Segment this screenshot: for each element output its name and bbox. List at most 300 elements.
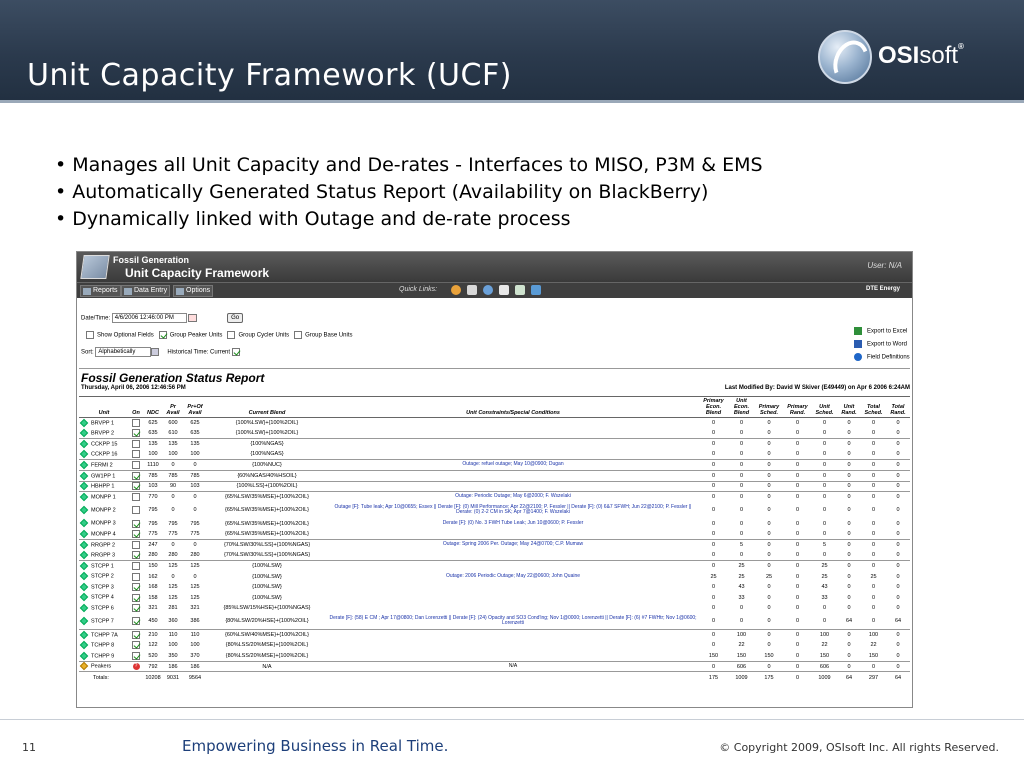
expand-icon[interactable] bbox=[80, 617, 88, 625]
on-checkbox[interactable] bbox=[132, 493, 140, 501]
on-checkbox[interactable] bbox=[132, 530, 140, 538]
column-header: Primary Rand. bbox=[783, 397, 812, 418]
cell-value: 0 bbox=[896, 573, 900, 580]
chevron-down-icon[interactable] bbox=[151, 348, 159, 356]
cell-prof: 125 bbox=[190, 594, 200, 601]
cell-value: 0 bbox=[837, 481, 861, 492]
unit-name: RRGPP 3 bbox=[91, 552, 116, 559]
cell-pr: 125 bbox=[168, 594, 178, 601]
table-row bbox=[79, 603, 910, 614]
cell-value: 0 bbox=[847, 552, 851, 559]
cell-value: 0 bbox=[739, 520, 744, 527]
expand-icon[interactable] bbox=[80, 604, 88, 612]
cell-value: 0 bbox=[886, 460, 910, 471]
cell-pr: 110 bbox=[163, 630, 183, 641]
footer-divider bbox=[0, 719, 1024, 720]
on-checkbox[interactable] bbox=[132, 562, 140, 570]
cell-constraints bbox=[327, 550, 699, 561]
unit-name: STCPP 3 bbox=[91, 584, 114, 591]
table-row bbox=[79, 592, 910, 603]
cell-value: 0 bbox=[699, 418, 728, 429]
on-checkbox[interactable] bbox=[132, 461, 140, 469]
table-row bbox=[79, 571, 910, 582]
cell-value: 0 bbox=[822, 430, 827, 437]
options-button[interactable]: Options bbox=[173, 285, 213, 297]
column-header: Unit Sched. bbox=[812, 397, 837, 418]
cell-value: 0 bbox=[795, 618, 800, 625]
cell-prof: 9564 bbox=[183, 672, 207, 683]
table-row bbox=[79, 470, 910, 481]
expand-icon[interactable] bbox=[80, 440, 88, 448]
export-excel-link[interactable] bbox=[854, 327, 907, 335]
cell-value: 0 bbox=[886, 661, 910, 672]
table-row bbox=[79, 640, 910, 651]
cell-value: 0 bbox=[783, 439, 812, 450]
column-header: Unit Econ. Blend bbox=[728, 397, 755, 418]
cell-value: 0 bbox=[886, 439, 910, 450]
cell-value: 0 bbox=[783, 460, 812, 471]
unit-name: TCHPP 7A bbox=[91, 632, 118, 639]
cell-ndc: 280 bbox=[148, 552, 158, 559]
cell-value: 0 bbox=[767, 451, 771, 458]
unknown-status-icon: ? bbox=[133, 663, 140, 670]
cell-value: 0 bbox=[767, 530, 771, 537]
table-row bbox=[79, 428, 910, 439]
cell-blend: {80%LSS/20%MSE}+{100%2OIL} bbox=[225, 652, 309, 659]
cell-value: 0 bbox=[783, 470, 812, 481]
cell-blend: {65%LSW/35%MSE}+{100%2OIL} bbox=[225, 530, 309, 537]
cell-value: 25 bbox=[738, 573, 745, 580]
unit-name: FERMI 2 bbox=[91, 462, 113, 469]
export-word-link[interactable] bbox=[854, 340, 907, 348]
cell-value: 0 bbox=[896, 652, 900, 659]
cell-prof: 0 bbox=[183, 539, 207, 550]
on-checkbox[interactable] bbox=[132, 520, 140, 528]
cell-value: 606 bbox=[728, 661, 755, 672]
cell-ndc: 775 bbox=[148, 530, 158, 537]
expand-icon[interactable] bbox=[80, 506, 88, 514]
cell-pr: 186 bbox=[163, 661, 183, 672]
cell-prof: 135 bbox=[183, 439, 207, 450]
cell-prof: 635 bbox=[190, 430, 200, 437]
unit-name: MONPP 2 bbox=[91, 507, 116, 514]
cell-pr: 90 bbox=[163, 481, 183, 492]
cell-value: 0 bbox=[847, 451, 851, 458]
cell-pr: 280 bbox=[168, 552, 178, 559]
on-checkbox[interactable] bbox=[132, 429, 140, 437]
cell-prof: 795 bbox=[190, 520, 200, 527]
on-checkbox[interactable] bbox=[132, 652, 140, 660]
cell-pr: 610 bbox=[168, 430, 178, 437]
document-icon[interactable] bbox=[467, 285, 477, 295]
cell-prof: 125 bbox=[183, 561, 207, 572]
cell-ndc: 450 bbox=[148, 618, 158, 625]
table-row bbox=[79, 460, 910, 471]
cell-pr: 795 bbox=[168, 520, 178, 527]
cell-value: 0 bbox=[795, 605, 800, 612]
cell-value: 0 bbox=[896, 530, 900, 537]
cell-value: 0 bbox=[861, 470, 886, 481]
cell-value: 5 bbox=[728, 539, 755, 550]
cell-constraints: Derate [F]: (0) No. 3 FWH Tube Leak; Jun 10@0600; P. Fessler bbox=[442, 519, 584, 526]
cell-value: 0 bbox=[837, 661, 861, 672]
cell-pr: 135 bbox=[163, 439, 183, 450]
cell-value: 0 bbox=[861, 460, 886, 471]
cell-value: 0 bbox=[822, 451, 827, 458]
expand-icon[interactable] bbox=[80, 493, 88, 501]
cell-value: 25 bbox=[821, 573, 828, 580]
cell-value: 33 bbox=[738, 594, 745, 601]
expand-icon[interactable] bbox=[80, 429, 88, 437]
group-base-label: Group Base Units bbox=[305, 332, 353, 339]
cell-pr: 0 bbox=[163, 539, 183, 550]
cell-value: 150 bbox=[868, 652, 879, 659]
on-checkbox[interactable] bbox=[132, 472, 140, 480]
expand-icon[interactable] bbox=[80, 529, 88, 537]
group-cycler-label: Group Cycler Units bbox=[238, 332, 290, 339]
group-cycler-checkbox[interactable] bbox=[227, 331, 235, 339]
cell-value: 0 bbox=[767, 618, 771, 625]
on-checkbox[interactable] bbox=[132, 573, 140, 581]
cell-value: 0 bbox=[783, 630, 812, 641]
cell-constraints bbox=[327, 481, 699, 492]
cell-ndc: 520 bbox=[148, 652, 158, 659]
cell-constraints bbox=[327, 672, 699, 683]
on-checkbox[interactable] bbox=[132, 419, 140, 427]
cell-value: 0 bbox=[783, 539, 812, 550]
cell-constraints bbox=[327, 449, 699, 460]
app-user: User: N/A bbox=[867, 261, 902, 270]
expand-icon[interactable] bbox=[80, 593, 88, 601]
cell-value: 150 bbox=[819, 652, 830, 659]
cell-blend: {100%LSW} bbox=[207, 561, 327, 572]
cell-value: 0 bbox=[837, 439, 861, 450]
cell-blend: {100%NGAS} bbox=[250, 451, 284, 458]
cell-pr: 125 bbox=[163, 561, 183, 572]
cell-ndc: 168 bbox=[148, 584, 158, 591]
expand-icon[interactable] bbox=[80, 541, 88, 549]
cell-value: 150 bbox=[764, 652, 774, 659]
cell-ndc: 158 bbox=[148, 594, 158, 601]
show-optional-checkbox[interactable] bbox=[86, 331, 94, 339]
expand-icon[interactable] bbox=[80, 482, 88, 490]
cell-ndc: 635 bbox=[148, 430, 158, 437]
cell-value: 0 bbox=[871, 451, 876, 458]
cell-value: 0 bbox=[861, 439, 886, 450]
cell-value: 0 bbox=[795, 530, 800, 537]
expand-icon[interactable] bbox=[80, 641, 88, 649]
cell-value: 0 bbox=[699, 561, 728, 572]
search-icon[interactable] bbox=[483, 285, 493, 295]
cell-blend: {65%LSW/35%MSE}+{100%2OIL} bbox=[207, 492, 327, 503]
datetime-label: Date/Time: bbox=[81, 315, 111, 322]
cell-value: 0 bbox=[847, 584, 851, 591]
cell-constraints: Outage: refuel outage; May 10@0900; Dugan bbox=[327, 460, 699, 471]
cell-value: 22 bbox=[821, 642, 828, 649]
field-definitions-label: Field Definitions bbox=[867, 354, 910, 361]
cell-value: 0 bbox=[728, 492, 755, 503]
sort-label: Sort: bbox=[81, 349, 94, 356]
cell-value: 0 bbox=[795, 430, 800, 437]
cell-value: 0 bbox=[896, 430, 900, 437]
cell-value: 0 bbox=[711, 530, 716, 537]
on-checkbox[interactable] bbox=[132, 617, 140, 625]
cell-value: 25 bbox=[870, 573, 877, 580]
cell-prof: 100 bbox=[190, 451, 200, 458]
ucf-app-screenshot bbox=[76, 251, 913, 708]
table-row bbox=[79, 449, 910, 460]
cell-pr: 125 bbox=[168, 584, 178, 591]
cell-ndc: 792 bbox=[143, 661, 163, 672]
cell-value: 0 bbox=[739, 430, 744, 437]
expand-icon[interactable] bbox=[80, 551, 88, 559]
group-peaker-label: Group Peaker Units bbox=[169, 332, 223, 339]
cell-constraints bbox=[327, 439, 699, 450]
cell-ndc: 321 bbox=[148, 605, 158, 612]
on-checkbox[interactable] bbox=[132, 594, 140, 602]
info-icon bbox=[854, 353, 862, 361]
cell-value: 0 bbox=[837, 539, 861, 550]
historical-time-checkbox[interactable] bbox=[232, 348, 240, 356]
cell-blend: {100%LSW} bbox=[252, 584, 282, 591]
cell-value: 0 bbox=[783, 672, 812, 683]
field-definitions-link[interactable] bbox=[854, 353, 910, 361]
cell-constraints bbox=[327, 470, 699, 481]
cell-value: 150 bbox=[736, 652, 747, 659]
page-number: 11 bbox=[22, 741, 36, 754]
cell-prof: 370 bbox=[190, 652, 200, 659]
expand-icon[interactable] bbox=[80, 562, 88, 570]
unit-name: STCPP 6 bbox=[91, 605, 114, 612]
cell-value: 0 bbox=[837, 460, 861, 471]
cell-blend: {65%LSW/35%MSE}+{100%2OIL} bbox=[225, 507, 309, 514]
expand-icon[interactable] bbox=[80, 419, 88, 427]
cell-value: 0 bbox=[812, 492, 837, 503]
data-entry-button[interactable]: Data Entry bbox=[121, 285, 170, 297]
cell-value: 0 bbox=[837, 561, 861, 572]
cell-ndc: 785 bbox=[143, 470, 163, 481]
cell-value: 0 bbox=[728, 470, 755, 481]
cell-value: 0 bbox=[739, 451, 744, 458]
cell-value: 0 bbox=[871, 530, 876, 537]
cell-value: 0 bbox=[755, 492, 783, 503]
cell-value: 0 bbox=[739, 618, 744, 625]
on-checkbox[interactable] bbox=[132, 583, 140, 591]
cell-value: 0 bbox=[812, 481, 837, 492]
unit-name: HBHPP 1 bbox=[91, 483, 115, 490]
expand-icon[interactable] bbox=[80, 572, 88, 580]
status-report bbox=[79, 368, 910, 683]
cell-value: 0 bbox=[711, 642, 716, 649]
cell-constraints bbox=[327, 529, 699, 540]
table-row bbox=[79, 550, 910, 561]
sort-select[interactable]: Alphabetically bbox=[95, 347, 151, 357]
on-checkbox[interactable] bbox=[132, 604, 140, 612]
copyright: © Copyright 2009, OSIsoft Inc. All rights Reserved. bbox=[719, 741, 999, 754]
table-row bbox=[79, 582, 910, 593]
column-header: Unit bbox=[79, 397, 129, 418]
datetime-input[interactable]: 4/6/2006 12:46:00 PM bbox=[112, 313, 187, 323]
calendar-icon[interactable] bbox=[188, 314, 197, 322]
on-checkbox[interactable] bbox=[132, 440, 140, 448]
table-row bbox=[79, 529, 910, 540]
cell-value: 33 bbox=[821, 594, 828, 601]
unit-name: Peakers bbox=[91, 663, 112, 670]
cell-value: 0 bbox=[861, 492, 886, 503]
cell-value: 0 bbox=[822, 618, 827, 625]
cell-prof: 0 bbox=[193, 507, 197, 514]
chart-icon[interactable] bbox=[531, 285, 541, 295]
home-icon[interactable] bbox=[451, 285, 461, 295]
excel-icon bbox=[854, 327, 862, 335]
table-row bbox=[79, 418, 910, 429]
reports-button[interactable]: Reports bbox=[80, 285, 121, 297]
cell-blend: N/A bbox=[207, 661, 327, 672]
cell-value: 1009 bbox=[728, 672, 755, 683]
on-checkbox[interactable] bbox=[132, 641, 140, 649]
app-title-line2: Unit Capacity Framework bbox=[125, 266, 270, 280]
cell-value: 0 bbox=[711, 430, 716, 437]
cell-value: 0 bbox=[896, 552, 900, 559]
cell-ndc: 795 bbox=[148, 520, 158, 527]
cell-value: 0 bbox=[871, 430, 876, 437]
column-header: Total Rand. bbox=[886, 397, 910, 418]
cell-value: 25 bbox=[728, 561, 755, 572]
cell-value: 0 bbox=[755, 481, 783, 492]
cell-value: 0 bbox=[755, 630, 783, 641]
column-header: Primary Sched. bbox=[755, 397, 783, 418]
cell-value: 0 bbox=[871, 520, 876, 527]
cell-value: 0 bbox=[822, 605, 827, 612]
expand-icon[interactable] bbox=[80, 631, 88, 639]
cell-constraints bbox=[327, 630, 699, 641]
group-base-checkbox[interactable] bbox=[294, 331, 302, 339]
cell-value: 0 bbox=[767, 584, 771, 591]
cell-value: 0 bbox=[861, 561, 886, 572]
expand-icon[interactable] bbox=[80, 461, 88, 469]
cell-value: 0 bbox=[847, 594, 851, 601]
cell-value: 22 bbox=[870, 642, 877, 649]
cell-pr: 100 bbox=[168, 642, 178, 649]
cell-value: 0 bbox=[699, 539, 728, 550]
column-header: Total Sched. bbox=[861, 397, 886, 418]
logo-text-light: soft bbox=[919, 42, 959, 69]
cell-pr: 9031 bbox=[163, 672, 183, 683]
bullet-list bbox=[55, 152, 763, 233]
cell-blend: {60%NGAS/40%HSOIL} bbox=[207, 470, 327, 481]
expand-icon[interactable] bbox=[80, 662, 88, 670]
on-checkbox[interactable] bbox=[132, 482, 140, 490]
cell-value: 0 bbox=[896, 605, 900, 612]
cell-value: 0 bbox=[847, 642, 851, 649]
expand-icon[interactable] bbox=[80, 651, 88, 659]
status-table bbox=[79, 396, 910, 683]
cell-blend: {85%LSW/15%HSE}+{100%NGAS} bbox=[223, 605, 311, 612]
report-icon[interactable] bbox=[499, 285, 509, 295]
cell-prof: 0 bbox=[183, 492, 207, 503]
cell-value: 0 bbox=[699, 460, 728, 471]
cell-value: 0 bbox=[822, 507, 827, 514]
expand-icon[interactable] bbox=[80, 519, 88, 527]
on-checkbox[interactable] bbox=[132, 506, 140, 514]
table-row bbox=[79, 518, 910, 529]
on-checkbox[interactable] bbox=[132, 450, 140, 458]
cell-value: 0 bbox=[783, 418, 812, 429]
table-row bbox=[79, 614, 910, 630]
cell-value: 0 bbox=[861, 661, 886, 672]
cell-pr: 0 bbox=[163, 460, 183, 471]
unit-name: TCHPP 8 bbox=[91, 642, 115, 649]
go-button[interactable]: Go bbox=[227, 313, 243, 323]
cell-value: 0 bbox=[711, 618, 716, 625]
cell-value: 0 bbox=[886, 492, 910, 503]
cell-ndc: 100 bbox=[148, 451, 158, 458]
cell-value: 0 bbox=[896, 642, 900, 649]
cell-value: 0 bbox=[755, 460, 783, 471]
cell-blend bbox=[207, 672, 327, 683]
expand-icon[interactable] bbox=[80, 583, 88, 591]
cell-pr: 775 bbox=[168, 530, 178, 537]
unit-name: BRVPP 2 bbox=[91, 430, 115, 437]
cell-ndc: 1110 bbox=[143, 460, 163, 471]
expand-icon[interactable] bbox=[80, 450, 88, 458]
show-optional-label: Show Optional Fields bbox=[97, 332, 154, 339]
cell-value: 64 bbox=[837, 672, 861, 683]
table-row bbox=[79, 661, 910, 672]
cell-value: 0 bbox=[783, 561, 812, 572]
cell-value: 0 bbox=[711, 594, 716, 601]
cell-value: 43 bbox=[738, 584, 745, 591]
table-row bbox=[79, 439, 910, 450]
cell-value: 0 bbox=[739, 530, 744, 537]
cell-value: 0 bbox=[871, 618, 876, 625]
cell-value: 0 bbox=[795, 652, 800, 659]
cell-value: 64 bbox=[845, 618, 853, 625]
cell-prof: 775 bbox=[190, 530, 200, 537]
cell-blend: {70%LSW/30%LSS}+{100%NGAS} bbox=[223, 552, 311, 559]
table-row bbox=[79, 561, 910, 572]
cell-value: 25 bbox=[812, 561, 837, 572]
cell-prof: 186 bbox=[183, 661, 207, 672]
table-row bbox=[79, 502, 910, 518]
cell-value: 0 bbox=[847, 520, 851, 527]
unit-name: BRVPP 1 bbox=[91, 420, 115, 427]
bullet-item: • Automatically Generated Status Report (Availability on BlackBerry) bbox=[55, 181, 709, 203]
cell-value: 0 bbox=[699, 630, 728, 641]
cell-prof: 625 bbox=[183, 418, 207, 429]
on-checkbox[interactable] bbox=[132, 551, 140, 559]
on-checkbox[interactable] bbox=[132, 631, 140, 639]
cell-value: 0 bbox=[699, 492, 728, 503]
cell-pr: 350 bbox=[168, 652, 178, 659]
group-peaker-checkbox[interactable] bbox=[159, 331, 167, 339]
cell-prof: 0 bbox=[183, 460, 207, 471]
column-header: Current Blend bbox=[207, 397, 327, 418]
cell-value: 0 bbox=[728, 460, 755, 471]
cell-value: 1009 bbox=[812, 672, 837, 683]
column-header: Unit Constraints/Special Conditions bbox=[327, 397, 699, 418]
sheet-icon[interactable] bbox=[515, 285, 525, 295]
report-date: Thursday, April 06, 2006 12:46:56 PM bbox=[81, 385, 186, 391]
cell-ndc: 103 bbox=[143, 481, 163, 492]
expand-icon[interactable] bbox=[80, 471, 88, 479]
cell-value: 0 bbox=[767, 430, 771, 437]
cell-prof: 103 bbox=[183, 481, 207, 492]
cell-constraints bbox=[327, 651, 699, 662]
on-checkbox[interactable] bbox=[132, 541, 140, 549]
app-header bbox=[77, 252, 912, 282]
cell-blend: {80%LSW/20%HSE}+{100%2OIL} bbox=[225, 618, 309, 625]
